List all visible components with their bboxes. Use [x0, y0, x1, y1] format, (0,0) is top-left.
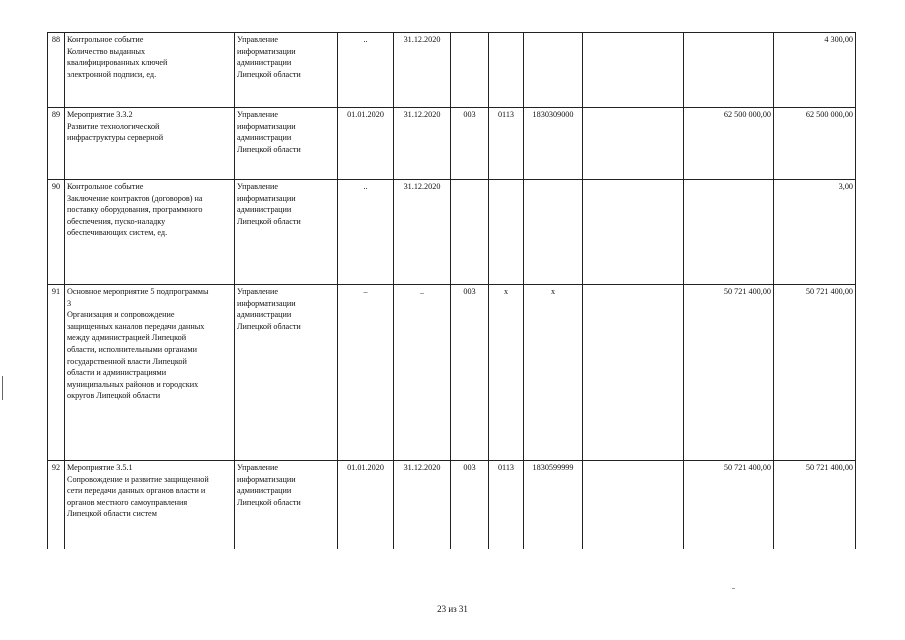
total-amount: [684, 180, 774, 285]
table-row: [48, 461, 856, 549]
activity-name: Мероприятие 3.3.2 Развитие технологической инфраструктуры серверной: [65, 108, 235, 180]
rzpr-code: x: [489, 285, 524, 461]
total-amount: [684, 33, 774, 108]
grbs-code: [451, 180, 489, 285]
end-date: 31.12.2020: [394, 108, 451, 180]
budget-amount: 50 721 400,00: [774, 461, 856, 549]
row-number: 91: [48, 285, 65, 461]
start-date: –: [338, 285, 394, 461]
budget-amount: 4 300,00: [774, 33, 856, 108]
grbs-code: 003: [451, 285, 489, 461]
rzpr-code: [489, 33, 524, 108]
total-amount: 50 721 400,00: [684, 285, 774, 461]
vr-code: [583, 108, 684, 180]
activity-name: Мероприятие 3.5.1 Сопровождение и развитие защищенной сети передачи данных органов власти и органов местного самоуправления Липецкой области систем: [65, 461, 235, 549]
budget-amount: 62 500 000,00: [774, 108, 856, 180]
executor: Управление информатизации администрации Липецкой области: [235, 108, 338, 180]
vr-code: [583, 461, 684, 549]
start-date: ..: [338, 33, 394, 108]
start-date: 01.01.2020: [338, 461, 394, 549]
budget-amount: 50 721 400,00: [774, 285, 856, 461]
rzpr-code: [489, 180, 524, 285]
row-number: 92: [48, 461, 65, 549]
end-date: ..: [394, 285, 451, 461]
page-number: 23 из 31: [437, 604, 468, 614]
csr-code: [524, 180, 583, 285]
scan-speck: [732, 588, 735, 589]
vr-code: [583, 285, 684, 461]
end-date: 31.12.2020: [394, 461, 451, 549]
vr-code: [583, 33, 684, 108]
executor: Управление информатизации администрации Липецкой области: [235, 285, 338, 461]
activity-name: Основное мероприятие 5 подпрограммы 3 Организация и сопровождение защищенных каналов передачи данных между администрацией Липецкой области, исполнительными органами государственной власти Липецкой области и администрациями муниципальных районов и городских округов Липецкой области: [65, 285, 235, 461]
csr-code: 1830599999: [524, 461, 583, 549]
total-amount: 50 721 400,00: [684, 461, 774, 549]
rzpr-code: 0113: [489, 108, 524, 180]
row-number: 88: [48, 33, 65, 108]
activities-table: [47, 32, 856, 549]
end-date: 31.12.2020: [394, 33, 451, 108]
grbs-code: [451, 33, 489, 108]
budget-amount: 3,00: [774, 180, 856, 285]
table-row: [48, 285, 856, 461]
table-row: [48, 108, 856, 180]
row-number: 89: [48, 108, 65, 180]
executor: Управление информатизации администрации Липецкой области: [235, 180, 338, 285]
grbs-code: 003: [451, 461, 489, 549]
start-date: 01.01.2020: [338, 108, 394, 180]
vr-code: [583, 180, 684, 285]
csr-code: x: [524, 285, 583, 461]
row-number: 90: [48, 180, 65, 285]
grbs-code: 003: [451, 108, 489, 180]
rzpr-code: 0113: [489, 461, 524, 549]
activity-name: Контрольное событие Заключение контрактов (договоров) на поставку оборудования, программного обеспечения, пуско-наладку обеспечивающих систем, ед.: [65, 180, 235, 285]
csr-code: [524, 33, 583, 108]
executor: Управление информатизации администрации Липецкой области: [235, 461, 338, 549]
csr-code: 1830309000: [524, 108, 583, 180]
activity-name: Контрольное событие Количество выданных квалифицированных ключей электронной подписи, ед.: [65, 33, 235, 108]
total-amount: 62 500 000,00: [684, 108, 774, 180]
table-row: [48, 180, 856, 285]
table-row: [48, 33, 856, 108]
scan-margin-mark: [2, 376, 3, 400]
end-date: 31.12.2020: [394, 180, 451, 285]
executor: Управление информатизации администрации Липецкой области: [235, 33, 338, 108]
start-date: ..: [338, 180, 394, 285]
